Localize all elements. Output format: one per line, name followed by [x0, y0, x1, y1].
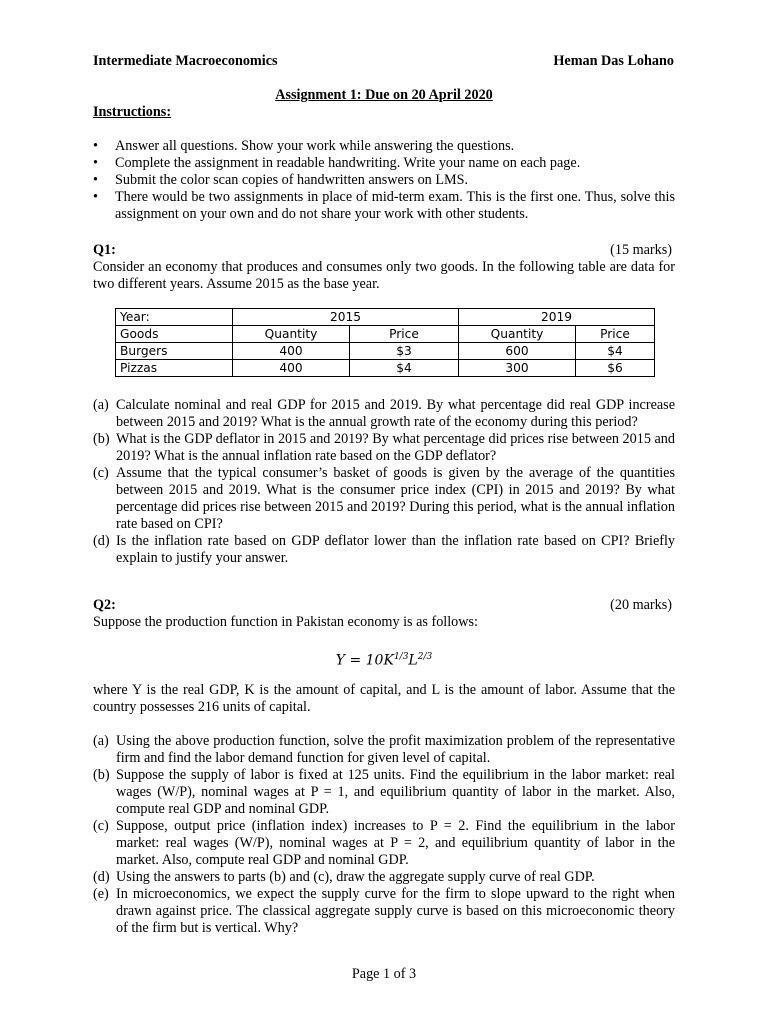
course-name: Intermediate Macroeconomics [93, 53, 278, 69]
table-cell: 600 [459, 343, 576, 360]
table-cell: Price [576, 326, 655, 343]
part-text: Is the inflation rate based on GDP deflator lower than the inflation rate based on CPI? Briefly explain to justify your answer. [116, 533, 675, 566]
table-cell: 400 [233, 360, 350, 377]
table-cell: Price [350, 326, 459, 343]
q2-after-text: where Y is the real GDP, K is the amount of capital, and L is the amount of labor. Assume that the country possesses 216 units of capital. [93, 682, 675, 715]
q2-after-container [93, 682, 675, 716]
instruction-item: • There would be two assignments in place of mid-term exam. This is the first one. Thus, solve this assignment on your own and do not share your work with other students. [93, 189, 675, 223]
table-cell: Burgers [116, 343, 233, 360]
table-cell: Year: [116, 309, 233, 326]
q1-part-a [93, 397, 675, 431]
part-letter: (c) [93, 818, 109, 834]
part-letter: (c) [93, 465, 109, 481]
part-letter: (b) [93, 767, 110, 783]
q1-intro: Consider an economy that produces and consumes only two goods. In the following table are data for two different years. Assume 2015 as the base year. [93, 259, 675, 292]
part-text: Assume that the typical consumer’s basket of goods is given by the average of the quantities between 2015 and 2019. What is the consumer price index (CPI) in 2015 and 2019? By what percentage did prices rise between 2015 and 2019? During this period, what is the annual inflation rate based on CPI? [116, 465, 675, 532]
part-letter: (e) [93, 886, 109, 902]
q1-table-container [115, 308, 655, 377]
q2-intro-container [93, 614, 675, 631]
q2-header [93, 597, 675, 614]
table-cell: 2019 [459, 309, 655, 326]
instructions-list [93, 138, 675, 223]
table-cell: 400 [233, 343, 350, 360]
q1-marks: (15 marks) [610, 242, 672, 258]
q2-part-e [93, 886, 675, 937]
q2-parts-container [93, 733, 675, 937]
formula-l: L [408, 652, 418, 669]
table-cell: Quantity [233, 326, 350, 343]
instruction-item: • Complete the assignment in readable handwriting. Write your name on each page. [93, 155, 675, 172]
table-cell: Pizzas [116, 360, 233, 377]
part-text: In microeconomics, we expect the supply curve for the firm to slope upward to the right when drawn against price. The classical aggregate supply curve is based on this microeconomic theory of the firm but is vertical. Why? [116, 886, 675, 936]
q1-parts-list [93, 397, 675, 567]
part-text: Using the answers to parts (b) and (c), draw the aggregate supply curve of real GDP. [116, 869, 595, 885]
part-text: Suppose, output price (inflation index) increases to P = 2. Find the equilibrium in the labor market: real wages (W/P), nominal wages at P = 2, and equilibrium quantity of labor in the market. Also, compute real GDP and nominal GDP. [116, 818, 675, 868]
part-text: Calculate nominal and real GDP for 2015 and 2019. By what percentage did real GDP increase between 2015 and 2019? What is the annual growth rate of the economy during this period? [116, 397, 675, 430]
formula-k-exponent: 1/3 [393, 652, 409, 662]
part-text: What is the GDP deflator in 2015 and 2019? By what percentage did prices rise between 2015 and 2019? What is the annual inflation rate based on the GDP deflator? [116, 431, 675, 464]
q2-label: Q2: [93, 597, 116, 613]
q1-intro-container [93, 259, 675, 293]
formula-l-exponent: 2/3 [417, 652, 433, 662]
instructions-heading: Instructions: [93, 104, 172, 120]
q1-label: Q1: [93, 242, 116, 258]
instruction-item: • Submit the color scan copies of handwritten answers on LMS. [93, 172, 675, 189]
q1-part-b [93, 431, 675, 465]
part-letter: (d) [93, 533, 110, 549]
q1-data-table [115, 308, 655, 377]
instruction-item: • Answer all questions. Show your work while answering the questions. [93, 138, 675, 155]
q2-part-a [93, 733, 675, 767]
part-text: Using the above production function, solve the profit maximization problem of the representative firm and find the labor demand function for given level of capital. [116, 733, 675, 766]
part-letter: (a) [93, 733, 109, 749]
table-cell: $4 [350, 360, 459, 377]
table-row [116, 326, 655, 343]
assignment-title: Assignment 1: Due on 20 April 2020 [275, 87, 493, 103]
table-row [116, 343, 655, 360]
part-text: Suppose the supply of labor is fixed at 125 units. Find the equilibrium in the labor market: real wages (W/P), nominal wages at P = 1, and equilibrium quantity of labor in the market. Also, compute real GDP and nominal GDP. [116, 767, 675, 817]
table-cell: $4 [576, 343, 655, 360]
page-number: Page 1 of 3 [351, 966, 417, 982]
q2-part-d [93, 869, 675, 886]
table-row [116, 309, 655, 326]
q1-parts-container [93, 397, 675, 567]
q1-part-d [93, 533, 675, 567]
q2-part-c [93, 818, 675, 869]
table-row [116, 360, 655, 377]
part-letter: (d) [93, 869, 110, 885]
formula-lhs: Y = 10K [335, 652, 394, 669]
q2-intro: Suppose the production function in Pakistan economy is as follows: [93, 614, 478, 630]
part-letter: (b) [93, 431, 110, 447]
table-cell: Goods [116, 326, 233, 343]
production-function-formula [0, 649, 768, 670]
q2-part-b [93, 767, 675, 818]
table-cell: 300 [459, 360, 576, 377]
q2-marks: (20 marks) [610, 597, 672, 613]
q1-part-c [93, 465, 675, 533]
table-cell: 2015 [233, 309, 459, 326]
author-name: Heman Das Lohano [553, 53, 674, 69]
part-letter: (a) [93, 397, 109, 413]
instructions-list-container [93, 138, 675, 223]
table-cell: $6 [576, 360, 655, 377]
q2-parts-list [93, 733, 675, 937]
table-cell: $3 [350, 343, 459, 360]
table-cell: Quantity [459, 326, 576, 343]
q1-header [93, 242, 675, 259]
